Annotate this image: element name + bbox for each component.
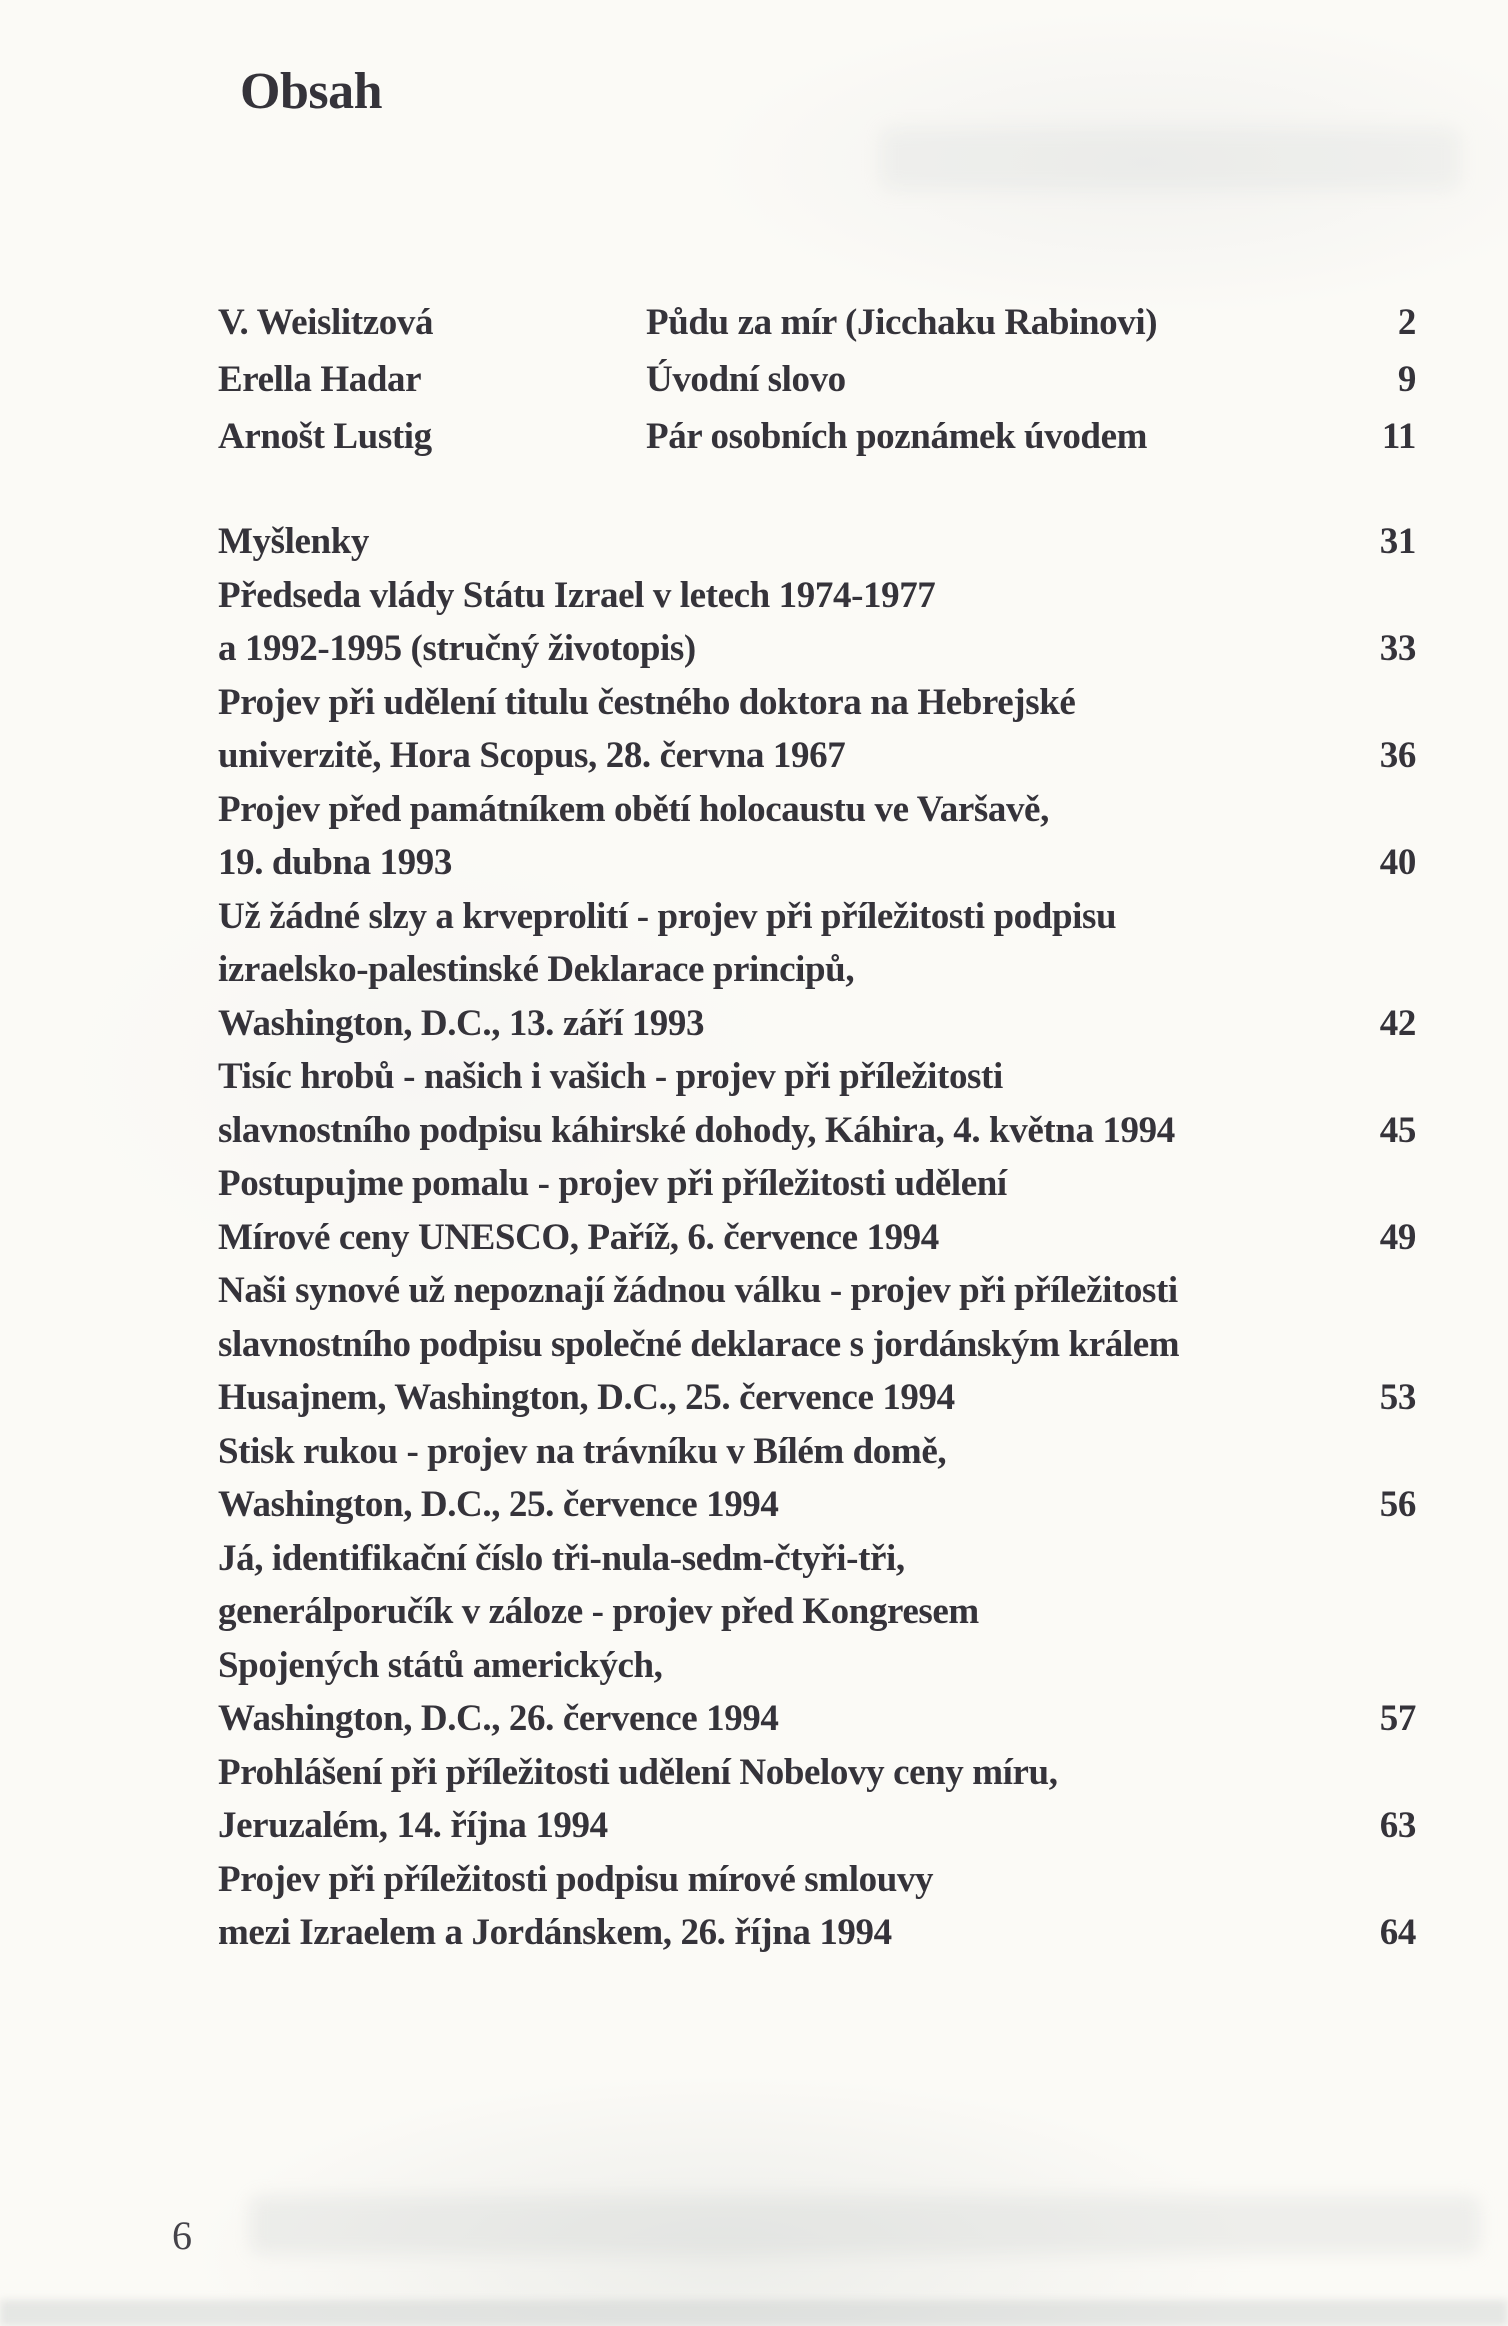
toc-line [218,1853,1416,1907]
intro-entry [218,294,1416,351]
toc-line-text: Prohlášení při příležitosti udělení Nobelovy ceny míru, [218,1751,1058,1793]
page-bottom-edge-shadow [0,2300,1508,2326]
intro-page-number: 11 [1381,416,1416,457]
toc-line [218,676,1416,730]
toc-line-text: Předseda vlády Státu Izrael v letech 1974-1977 [218,574,936,616]
intro-entry [218,408,1416,465]
toc-line-text: 19. dubna 1993 [218,842,452,883]
intro-entry-list [218,294,1416,465]
toc-line-text: Washington, D.C., 13. září 1993 [218,1002,705,1044]
toc-line [218,1371,1416,1425]
toc-line-page-number: 33 [1379,628,1416,669]
toc-line [218,890,1416,944]
toc-line [218,622,1416,676]
toc-line [218,1906,1416,1960]
toc-line [218,943,1416,997]
toc-line [218,1157,1416,1211]
toc-line [218,1692,1416,1746]
toc-line-text: Mírové ceny UNESCO, Paříž, 6. července 1994 [218,1216,939,1258]
toc-line-page-number: 45 [1379,1109,1416,1151]
toc-line [218,1050,1416,1104]
page-title: Obsah [240,63,383,120]
toc-line-text: izraelsko-palestinské Deklarace principů, [218,949,855,990]
toc-line [218,515,1416,569]
toc-line [218,1532,1416,1586]
toc-line-text: Washington, D.C., 25. července 1994 [218,1484,779,1525]
toc-line [218,1585,1416,1639]
toc-line-text: mezi Izraelem a Jordánskem, 26. října 1994 [218,1912,892,1953]
intro-title: Půdu za mír (Jicchaku Rabinovi) [646,302,1158,343]
toc-line [218,783,1416,837]
toc-line-page-number: 64 [1379,1912,1416,1953]
toc-line [218,1318,1416,1372]
toc-line [218,1211,1416,1265]
toc-line-page-number: 36 [1379,735,1416,776]
toc-line-text: Stisk rukou - projev na trávníku v Bílém domě, [218,1430,947,1472]
intro-page-number: 9 [1397,359,1416,400]
toc-line [218,1746,1416,1800]
bleed-through-artifact [250,2196,1480,2254]
toc-line-page-number: 31 [1379,521,1416,562]
intro-page-number: 2 [1397,302,1416,343]
intro-entry [218,351,1416,408]
toc-line [218,1264,1416,1318]
toc-line-list [218,515,1416,1960]
intro-title: Pár osobních poznámek úvodem [646,416,1148,457]
toc-line-text: Myšlenky [218,521,369,562]
toc-line [218,569,1416,623]
toc-line-page-number: 53 [1379,1377,1416,1418]
toc-line-text: a 1992-1995 (stručný životopis) [218,628,696,669]
toc-line-text: Projev při udělení titulu čestného doktora na Hebrejské [218,681,1076,723]
intro-author: Arnošt Lustig [218,416,432,457]
toc-line-text: Projev před památníkem obětí holocaustu ve Varšavě, [218,788,1049,830]
intro-author: Erella Hadar [218,359,422,400]
toc-line-text: univerzitě, Hora Scopus, 28. června 1967 [218,735,846,776]
toc-line-page-number: 57 [1379,1698,1416,1739]
intro-title: Úvodní slovo [646,359,846,400]
toc-line-text: Husajnem, Washington, D.C., 25. července 1994 [218,1377,955,1418]
toc-line-text: Už žádné slzy a krveprolití - projev při příležitosti podpisu [218,895,1117,937]
toc-line [218,1104,1416,1158]
toc-line-page-number: 56 [1379,1484,1416,1525]
toc-line [218,997,1416,1051]
toc-line-text: Projev při příležitosti podpisu mírové smlouvy [218,1858,934,1900]
toc-line-text: slavnostního podpisu společné deklarace s jordánským králem [218,1323,1180,1365]
toc-line [218,729,1416,783]
toc-content [218,62,1416,1960]
toc-line-text: Tisíc hrobů - našich i vašich - projev při příležitosti [218,1056,1003,1097]
toc-line-text: Washington, D.C., 26. července 1994 [218,1698,779,1739]
toc-line-text: Jeruzalém, 14. října 1994 [218,1805,608,1846]
toc-line-page-number: 42 [1379,1002,1416,1044]
toc-line [218,1799,1416,1853]
toc-line-text: Já, identifikační číslo tři-nula-sedm-čtyři-tři, [218,1537,905,1579]
toc-line-text: generálporučík v záloze - projev před Kongresem [218,1591,979,1632]
toc-line-text: Postupujme pomalu - projev při příležitosti udělení [218,1163,1007,1204]
toc-line-text: slavnostního podpisu káhirské dohody, Káhira, 4. května 1994 [218,1109,1175,1151]
footer-page-number: 6 [172,2213,192,2258]
toc-line-text: Spojených států amerických, [218,1644,663,1686]
toc-line [218,836,1416,890]
toc-line [218,1425,1416,1479]
intro-author: V. Weislitzová [218,302,434,343]
toc-line [218,1478,1416,1532]
toc-line-page-number: 40 [1379,842,1416,883]
toc-line-page-number: 49 [1379,1216,1416,1258]
toc-line [218,1639,1416,1693]
toc-line-text: Naši synové už nepoznají žádnou válku - projev při příležitosti [218,1270,1178,1311]
toc-line-page-number: 63 [1379,1805,1416,1846]
